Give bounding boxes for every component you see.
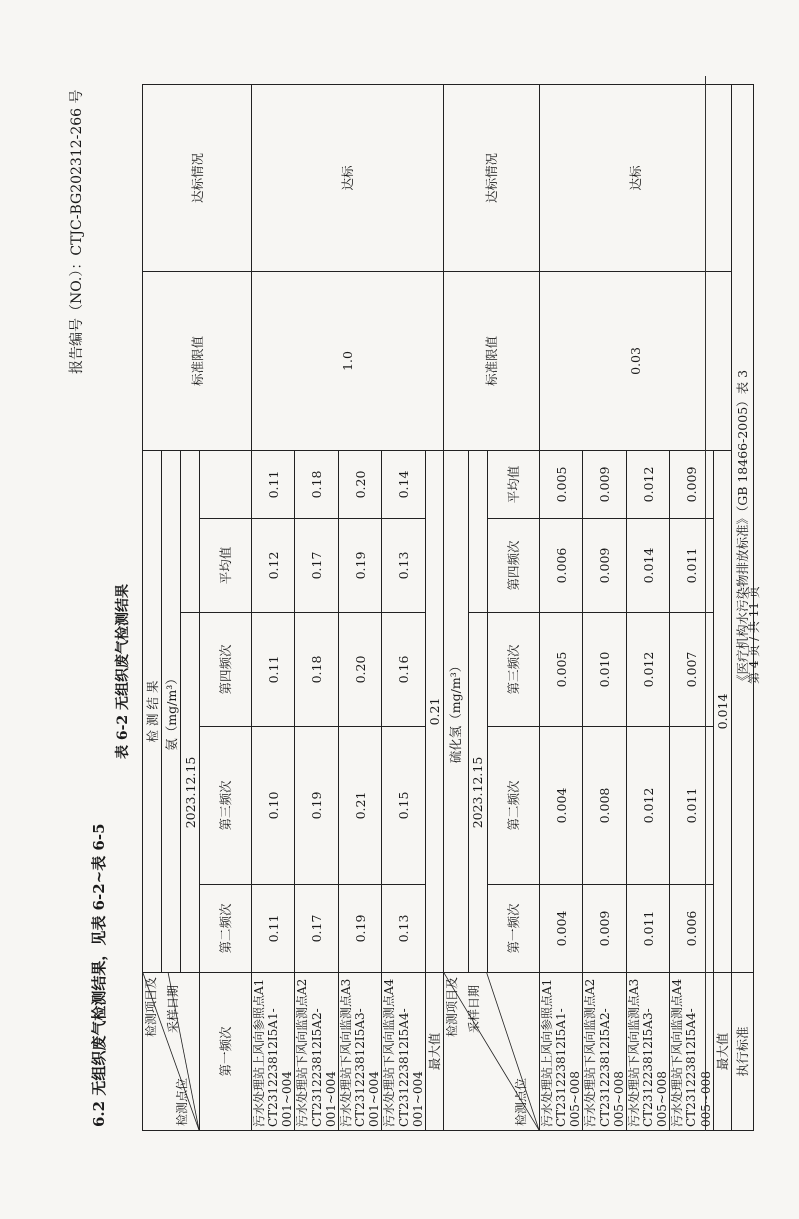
compliance-header: 达标情况 [143, 84, 252, 271]
point-name: 污水处理站下风向监测点A2 [583, 978, 598, 1127]
point-name: 污水处理站下风向监测点A4 [382, 978, 397, 1127]
section-title: 6.2 无组织废气检测结果，见表 6-2~表 6-5 [90, 823, 108, 1127]
sample-code: CT231223812I5A2-005~008 [597, 1008, 626, 1127]
monitoring-point [295, 973, 338, 1131]
diag-item-label: 检测项目及 [444, 977, 459, 1038]
exec-standard-label: 执行标准 [731, 973, 753, 1131]
value-cell: 0.11 [252, 613, 295, 727]
sample-code: CT231223812I5A4-001~004 [396, 1008, 425, 1127]
standard-limit-value: 1.0 [252, 271, 444, 450]
freq-header: 第四频次 [487, 519, 539, 613]
value-cell: 0.009 [583, 519, 626, 613]
standard-limit-header: 标准限值 [143, 271, 252, 450]
table-row [539, 84, 582, 1130]
value-cell: 0.10 [252, 727, 295, 885]
value-cell: 0.21 [338, 727, 381, 885]
diag-point-label: 检测点位 [514, 1077, 529, 1126]
pollutant-item: 硫化氢（mg/m³） [443, 450, 468, 972]
sample-code: CT231223812I5A3-001~004 [353, 1008, 382, 1127]
value-cell: 0.12 [252, 519, 295, 613]
point-name: 污水处理站下风向监测点A4 [670, 978, 685, 1127]
max-label: 最大值 [713, 973, 731, 1131]
freq-header: 第四频次 [200, 613, 252, 727]
value-cell: 0.16 [382, 613, 425, 727]
value-cell: 0.012 [626, 450, 669, 518]
monitoring-point [338, 973, 381, 1131]
table-caption: 表 6-2 无组织废气检测结果 [115, 583, 131, 759]
value-cell: 0.014 [626, 519, 669, 613]
value-cell: 0.011 [670, 727, 713, 885]
freq-header: 第三频次 [487, 613, 539, 727]
value-cell: 0.18 [295, 613, 338, 727]
exec-standard-value: 《医疗机构水污染物排放标准》（GB 18466-2005）表 3 [731, 84, 753, 972]
table-row [443, 84, 468, 1130]
pollutant-item: 氨（mg/m³） [162, 450, 181, 972]
diag-item-label: 检测项目及 [144, 977, 158, 1038]
value-cell: 0.13 [382, 519, 425, 613]
freq-header: 第一频次 [487, 885, 539, 973]
value-cell: 0.006 [539, 519, 582, 613]
max-value: 0.014 [713, 450, 731, 972]
monitoring-point [539, 973, 582, 1131]
value-cell: 0.11 [252, 450, 295, 518]
point-name: 污水处理站上风向参照点A1 [539, 978, 554, 1127]
value-cell: 0.011 [670, 519, 713, 613]
date-blank [468, 450, 487, 612]
max-value: 0.21 [425, 450, 443, 972]
monitoring-point [252, 973, 295, 1131]
freq-header: 第一频次 [200, 973, 252, 1131]
freq-header: 第二频次 [200, 885, 252, 973]
diagonal-header-cell [143, 973, 200, 1131]
max-label: 最大值 [425, 973, 443, 1131]
diagonal-header-cell [443, 973, 539, 1131]
point-name: 污水处理站下风向监测点A2 [295, 978, 310, 1127]
monitoring-point [382, 973, 425, 1131]
value-cell: 0.15 [382, 727, 425, 885]
value-cell: 0.19 [338, 885, 381, 973]
table-row [252, 84, 295, 1130]
diag-date-label: 采样日期 [466, 985, 481, 1034]
sample-code: CT231223812I5A3-005~008 [640, 1008, 670, 1127]
freq-header: 平均值 [487, 450, 539, 518]
value-cell: 0.18 [295, 450, 338, 518]
value-cell: 0.004 [539, 885, 582, 973]
sample-code: CT231223812I5A4-005~008 [684, 1008, 713, 1127]
value-cell: 0.19 [295, 727, 338, 885]
date-blank [181, 450, 200, 612]
value-cell: 0.005 [539, 450, 582, 518]
point-name: 污水处理站下风向监测点A3 [626, 978, 641, 1127]
monitoring-point [583, 973, 626, 1131]
value-cell: 0.012 [626, 727, 669, 885]
value-cell: 0.005 [539, 613, 582, 727]
value-cell: 0.11 [252, 885, 295, 973]
value-cell: 0.010 [583, 613, 626, 727]
value-cell: 0.17 [295, 519, 338, 613]
standard-limit-value: 0.03 [539, 271, 731, 450]
report-number: 报告编号（NO.）：CTJC-BG202312-266 号 [69, 89, 85, 374]
point-name: 污水处理站上风向参照点A1 [252, 978, 266, 1127]
compliance-header: 达标情况 [443, 84, 539, 271]
value-cell: 0.009 [583, 885, 626, 973]
value-cell: 0.14 [382, 450, 425, 518]
table-row [143, 84, 162, 1130]
sampling-date: 2023.12.15 [181, 613, 200, 973]
freq-header: 平均值 [200, 519, 252, 613]
value-cell: 0.009 [670, 450, 713, 518]
sampling-date: 2023.12.15 [468, 613, 487, 973]
standard-limit-header: 标准限值 [443, 271, 539, 450]
page-footer: 第 4 页 / 共 11 页 [747, 586, 761, 684]
results-table [142, 84, 754, 1131]
value-cell: 0.008 [583, 727, 626, 885]
sample-code: CT231223812I5A2-001~004 [309, 1008, 338, 1127]
compliance-status: 达标 [539, 84, 731, 271]
value-cell: 0.012 [626, 613, 669, 727]
sample-code: CT231223812I5A1-005~008 [554, 1008, 583, 1127]
sample-code: CT231223812I5A1-001~004 [266, 1008, 295, 1127]
compliance-status: 达标 [252, 84, 444, 271]
monitoring-point [626, 973, 669, 1131]
value-cell: 0.13 [382, 885, 425, 973]
point-name: 污水处理站下风向监测点A3 [338, 978, 353, 1127]
value-cell: 0.19 [338, 519, 381, 613]
diag-date-label: 采样日期 [166, 985, 180, 1034]
freq-header: 第三频次 [200, 727, 252, 885]
value-cell: 0.011 [626, 885, 669, 973]
value-cell: 0.006 [670, 885, 713, 973]
diag-point-label: 检测点位 [174, 1077, 189, 1126]
bottom-rule [705, 76, 706, 1131]
value-cell: 0.20 [338, 613, 381, 727]
value-cell: 0.009 [583, 450, 626, 518]
results-label: 检 测 结 果 [143, 450, 162, 972]
value-cell: 0.20 [338, 450, 381, 518]
monitoring-point [670, 973, 713, 1131]
value-cell: 0.007 [670, 613, 713, 727]
value-cell: 0.004 [539, 727, 582, 885]
value-cell: 0.17 [295, 885, 338, 973]
freq-header: 第二频次 [487, 727, 539, 885]
